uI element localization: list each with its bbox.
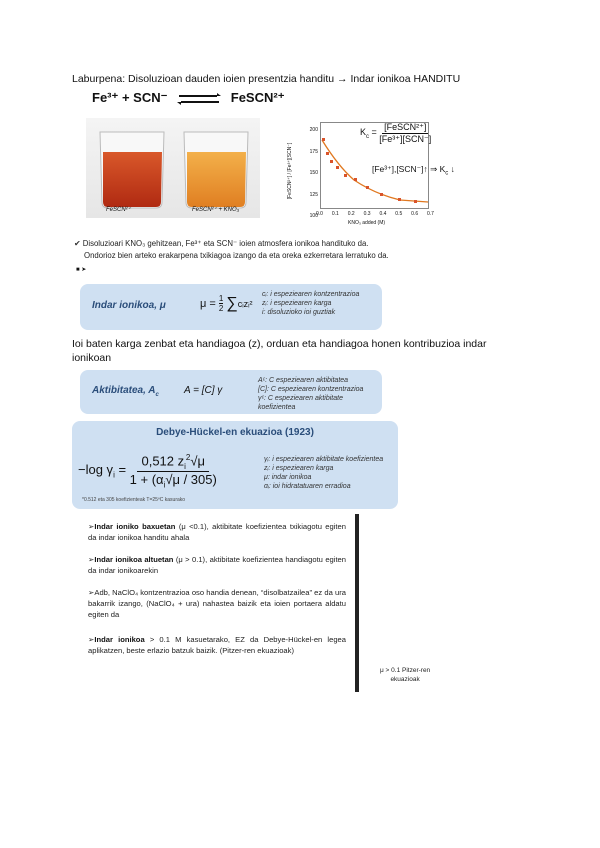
kc-symbol: $K_c$ = <box>360 127 380 140</box>
dh-lhs: −log $\gamma_i$ = <box>78 462 130 481</box>
list-item: ➢Indar ionikoa > 0.1 M kasuetarako, EZ da Debye-Hückel-en legea aplikatzen, beste erlazio batzuk baizik. (Pitzer-ren ekuazioak) <box>88 635 346 655</box>
dh-numerator: 0,512 $z_i^2√\mu$ <box>137 453 209 472</box>
plot-xlabel: KNO₃ added (M) <box>348 220 386 226</box>
beaker-label-left: FeSCN²⁺ <box>106 207 131 213</box>
xtick: 0.2 <box>347 211 355 217</box>
kc-formula <box>360 122 431 145</box>
down-arrow-icon: ↓ <box>450 164 455 174</box>
check-line-2: Ondorioz bien arteko erakarpena txikiagoa izango da eta oreka ezkerretara lerratuko da. <box>84 251 389 260</box>
formula-lhs: μ = <box>200 297 216 310</box>
activity-box <box>80 370 382 414</box>
vertical-divider <box>355 514 359 692</box>
summary-line: Laburpena: Disoluzioan dauden ioien presentzia handitu → Indar ionikoa HANDITU <box>72 73 461 85</box>
arrow-bullet-icon: ➢ <box>88 588 95 597</box>
legend-line: i: disoluzioko ioi guztiak <box>262 309 336 316</box>
dh-legend <box>264 455 383 491</box>
plot-ylabel: [FeSCN²⁺] / [Fe³⁺][SCN⁻] <box>287 142 293 200</box>
xtick: 0.6 <box>411 211 419 217</box>
debye-huckel-box <box>72 421 398 509</box>
legend-line: [C]: C espeziearen kontzentrazioa <box>258 386 364 393</box>
equilibrium-arrows-icon <box>177 92 221 106</box>
check-note <box>74 238 494 262</box>
reaction-equation <box>92 90 285 106</box>
dh-footnote: *0.512 eta 305 koefizienteak T=25ºC kasurako <box>82 497 186 503</box>
beaker-label-right: FeSCN²⁺ + KNO₃ <box>192 207 240 213</box>
legend-line: zᵢ: i espeziearen karga <box>264 465 334 472</box>
xtick: 0.3 <box>363 211 371 217</box>
reaction-product: FeSCN²⁺ <box>230 90 285 105</box>
beakers-photo <box>86 118 260 218</box>
arrow-bullet-icon: ■ ➤ <box>76 267 87 273</box>
check-text-1: Disoluzioari KNO₃ gehitzean, Fe³⁺ eta SCN⁻ ioien atmosfera ionikoa handituko da. <box>82 239 369 248</box>
kc-trend-text: [Fe³⁺],[SCN⁻]↑ ⇒ K <box>372 164 446 174</box>
legend-line: Aᶜ: C espeziearen aktibitatea <box>258 377 349 384</box>
beakers-illustration <box>86 118 260 218</box>
debye-huckel-title: Debye-Hückel-en ekuazioa (1923) <box>156 427 314 438</box>
ionic-strength-formula <box>200 294 253 313</box>
reaction-reactants: Fe³⁺ + SCN⁻ <box>92 90 168 105</box>
arrow-bullet-icon: ➢ <box>88 522 95 531</box>
charge-paragraph: Ioi baten karga zenbat eta handiagoa (z), orduan eta handiagoa honen kontribuzioa indar ionikoan <box>72 338 487 364</box>
activity-title: Aktibitatea, $A_c$ <box>92 385 159 398</box>
kc-denominator: [Fe³⁺][SCN⁻] <box>379 134 432 144</box>
ytick: 200 <box>309 127 318 133</box>
ionic-legend <box>262 290 359 317</box>
activity-legend <box>258 376 382 412</box>
bullet-list <box>88 521 346 667</box>
legend-line: zᵢ: i espeziearen karga <box>262 300 332 307</box>
half-fraction: $\frac{1}{2}$ <box>218 294 224 313</box>
ytick: 125 <box>309 191 318 198</box>
list-item: ➢Adb, NaClO₄ kontzentrazioa oso handia denean, “disolbatzailea” ez da ura bakarrik izango, (NaClO₄ + ura) nahastea baizik eta ioien portaera aldatu egiten da <box>88 588 346 619</box>
dh-denominator: $1 + (\alpha_i√\mu / 305)$ <box>129 471 217 490</box>
xtick: 0.1 <box>331 211 339 217</box>
xtick: 0.0 <box>316 211 323 217</box>
activity-formula: A = [C] γ <box>184 385 223 396</box>
ytick: 100 <box>309 213 318 219</box>
kc-fraction <box>379 122 431 145</box>
side-note-line: μ > 0.1 Pitzer-ren <box>380 667 431 674</box>
dh-fraction <box>130 453 217 490</box>
legend-line: αᵢ: ioi hidratatuaren erradioa <box>264 483 351 490</box>
kc-numerator: [FeSCN²⁺] <box>384 122 427 132</box>
kc-trend: [Fe³⁺],[SCN⁻]↑ ⇒ $K_c$ ↓ <box>372 164 455 177</box>
plot-xticks <box>316 211 434 217</box>
xtick: 0.5 <box>395 211 403 217</box>
sum-symbol: ∑ <box>226 294 238 312</box>
ionic-strength-title: Indar ionikoa, μ <box>92 300 166 311</box>
xtick: 0.4 <box>379 211 387 217</box>
formula-rhs: cᵢzᵢ² <box>237 298 253 309</box>
list-item: ➢Indar ioniko baxuetan (μ <0.1), aktibitate koefizientea txikiagotu egiten da indar ionikoa handitu ahala <box>88 522 346 542</box>
legend-line: γᵢ: i espeziearen aktibitate koefizientea <box>264 456 384 463</box>
list-item: ➢Indar ionikoa altuetan (μ > 0.1), aktibitate koefizientea handiagotu egiten da indar ionikoarekin <box>88 555 347 575</box>
check-line-1 <box>74 238 494 250</box>
xtick: 0.7 <box>427 211 434 217</box>
legend-line: μ: indar ionikoa <box>264 474 312 481</box>
ytick: 175 <box>309 148 318 155</box>
check-icon: ✔ <box>74 239 83 248</box>
legend-line: γᶜ: C espeziearen aktibitate koefizientea <box>258 395 343 411</box>
debye-huckel-formula <box>78 453 217 490</box>
ytick: 150 <box>309 170 318 176</box>
ionic-strength-box <box>80 284 382 330</box>
arrow-bullet-icon: ➢ <box>88 635 95 644</box>
side-note <box>380 666 430 684</box>
arrow-bullet-icon: ➢ <box>88 555 95 564</box>
legend-line: cᵢ: i espeziearen kontzentrazioa <box>262 291 360 298</box>
side-note-line: ekuazioak <box>390 676 420 683</box>
